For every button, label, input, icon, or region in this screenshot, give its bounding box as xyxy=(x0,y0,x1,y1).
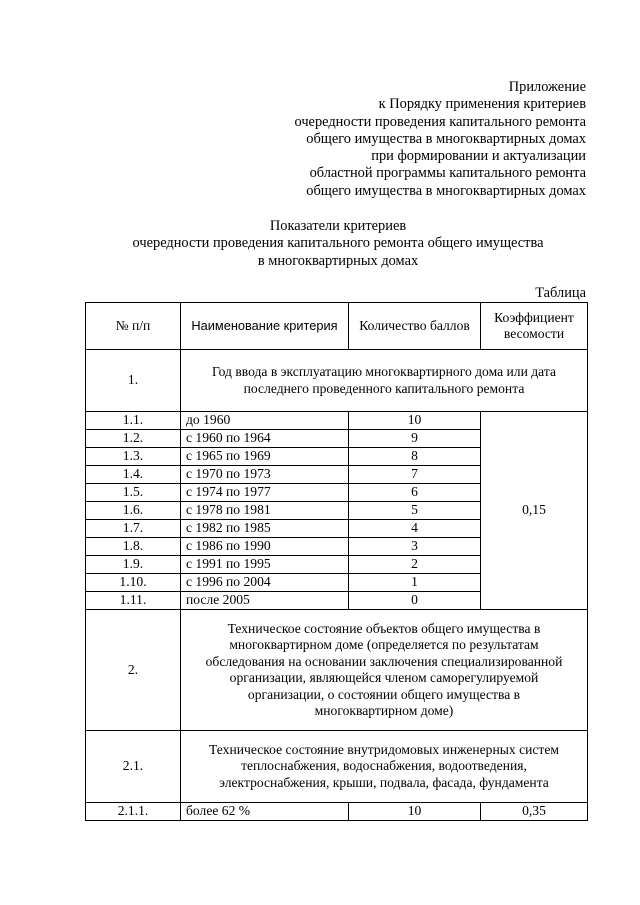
row-points: 0 xyxy=(349,592,481,610)
row-name: с 1970 по 1973 xyxy=(181,466,349,484)
section-name: Год ввода в эксплуатацию многоквартирного дома или дата последнего проведенного капитального ремонта xyxy=(181,350,588,412)
row-points: 6 xyxy=(349,484,481,502)
row-num: 2.1.1. xyxy=(86,803,181,821)
table-row xyxy=(86,412,588,430)
row-points: 2 xyxy=(349,556,481,574)
section-num: 2. xyxy=(86,610,181,731)
row-points: 7 xyxy=(349,466,481,484)
row-name: с 1978 по 1981 xyxy=(181,502,349,520)
row-name: до 1960 xyxy=(181,412,349,430)
section-row xyxy=(86,350,588,412)
table-header-row xyxy=(86,303,588,350)
row-num: 1.3. xyxy=(86,448,181,466)
row-num: 1.10. xyxy=(86,574,181,592)
row-coef: 0,15 xyxy=(481,412,588,610)
header-points: Количество баллов xyxy=(349,303,481,350)
row-num: 1.8. xyxy=(86,538,181,556)
document-title xyxy=(0,218,640,270)
row-points: 8 xyxy=(349,448,481,466)
section-num: 2.1. xyxy=(86,731,181,803)
row-num: 1.9. xyxy=(86,556,181,574)
section-row xyxy=(86,610,588,731)
row-points: 1 xyxy=(349,574,481,592)
section-name: Техническое состояние объектов общего имущества в многоквартирном доме (определяется по результатам обследования на основании заключения специализированной организации, являющейся членом саморегулируемой организации, о состоянии общего имущества в многоквартирном доме) xyxy=(181,610,588,731)
annex-line: общего имущества в многоквартирных домах xyxy=(306,182,586,199)
row-name: с 1991 по 1995 xyxy=(181,556,349,574)
row-points: 10 xyxy=(349,412,481,430)
row-name: после 2005 xyxy=(181,592,349,610)
row-points: 3 xyxy=(349,538,481,556)
annex-heading xyxy=(166,79,586,200)
row-num: 1.1. xyxy=(86,412,181,430)
row-name: с 1965 по 1969 xyxy=(181,448,349,466)
row-name: более 62 % xyxy=(181,803,349,821)
row-num: 1.7. xyxy=(86,520,181,538)
table-label: Таблица xyxy=(535,285,586,301)
section-name: Техническое состояние внутридомовых инженерных систем теплоснабжения, водоснабжения, водоотведения, электроснабжения, крыши, подвала, фасада, фундамента xyxy=(181,731,588,803)
row-num: 1.6. xyxy=(86,502,181,520)
title-line: очередности проведения капитального ремонта общего имущества xyxy=(132,235,544,252)
title-line: в многоквартирных домах xyxy=(257,252,419,269)
title-line: Показатели критериев xyxy=(269,218,407,234)
annex-line: общего имущества в многоквартирных домах xyxy=(306,130,586,147)
annex-line: к Порядку применения критериев xyxy=(378,96,586,113)
row-coef: 0,35 xyxy=(481,803,588,821)
row-name: с 1986 по 1990 xyxy=(181,538,349,556)
header-coef: Коэффициент весомости xyxy=(481,303,588,350)
section-row xyxy=(86,731,588,803)
annex-line: Приложение xyxy=(508,79,586,95)
row-points: 9 xyxy=(349,430,481,448)
row-num: 1.4. xyxy=(86,466,181,484)
header-num: № п/п xyxy=(86,303,181,350)
annex-line: областной программы капитального ремонта xyxy=(309,165,586,182)
row-name: с 1982 по 1985 xyxy=(181,520,349,538)
section-num: 1. xyxy=(86,350,181,412)
row-name: с 1974 по 1977 xyxy=(181,484,349,502)
criteria-table xyxy=(85,302,588,821)
row-name: с 1960 по 1964 xyxy=(181,430,349,448)
row-points: 4 xyxy=(349,520,481,538)
row-num: 1.11. xyxy=(86,592,181,610)
row-points: 10 xyxy=(349,803,481,821)
annex-line: при формировании и актуализации xyxy=(371,148,586,165)
row-name: с 1996 по 2004 xyxy=(181,574,349,592)
header-name: Наименование критерия xyxy=(181,303,349,350)
row-num: 1.2. xyxy=(86,430,181,448)
annex-line: очередности проведения капитального ремонта xyxy=(294,113,586,130)
row-num: 1.5. xyxy=(86,484,181,502)
row-points: 5 xyxy=(349,502,481,520)
table-row xyxy=(86,803,588,821)
